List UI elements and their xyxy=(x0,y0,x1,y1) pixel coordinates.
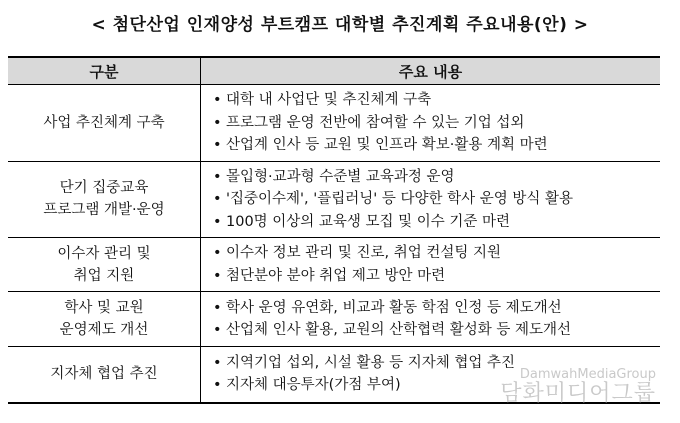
category-line: 단기 집중교육 xyxy=(59,180,149,197)
table-header-row xyxy=(8,57,660,85)
header-category: 구분 xyxy=(8,57,201,85)
table-row xyxy=(8,238,660,292)
category-cell xyxy=(8,238,201,292)
list-item: • 프로그램 운영 전반에 참여할 수 있는 기업 섭외 xyxy=(213,112,660,135)
category-line: 이수자 관리 및 xyxy=(57,245,151,262)
watermark xyxy=(500,368,656,405)
list-item: • 대학 내 사업단 및 추진체계 구축 xyxy=(213,89,660,112)
category-line: 사업 추진체계 구축 xyxy=(43,114,165,131)
category-line: 학사 및 교원 xyxy=(64,300,144,316)
category-line: 프로그램 개발·운영 xyxy=(43,202,165,219)
document-title: < 첨단산업 인재양성 부트캠프 대학별 추진계획 주요내용(안) > xyxy=(91,15,589,35)
table-row xyxy=(8,292,660,347)
category-line: 취업 지원 xyxy=(73,267,135,284)
list-item: • 산업계 인사 등 교원 및 인프라 확보·활용 계획 마련 xyxy=(213,134,660,157)
list-item: • 지역기업 섭외, 시설 활용 등 지자체 협업 추진 xyxy=(213,352,660,375)
list-item: • 몰입형·교과형 수준별 교육과정 운영 xyxy=(213,166,660,189)
category-cell xyxy=(8,161,201,238)
list-item: • 산업체 인사 활용, 교원의 산학협력 활성화 등 제도개선 xyxy=(213,319,660,342)
list-item: • 지자체 대응투자(가점 부여) xyxy=(213,374,660,397)
category-line: 지자체 협업 추진 xyxy=(50,366,158,383)
content-cell xyxy=(201,292,661,347)
category-line: 운영제도 개선 xyxy=(59,322,149,338)
list-item: • 100명 이상의 교육생 모집 및 이수 기준 마련 xyxy=(213,211,660,234)
item-list xyxy=(201,238,660,291)
category-cell xyxy=(8,85,201,162)
item-list xyxy=(201,293,660,346)
content-cell xyxy=(201,161,661,238)
item-list xyxy=(201,85,660,161)
header-content: 주요 내용 xyxy=(201,57,661,85)
list-item: • 첨단분야 분야 취업 제고 방안 마련 xyxy=(213,265,660,288)
category-cell xyxy=(8,292,201,347)
content-cell xyxy=(201,238,661,292)
list-item: • 학사 운영 유연화, 비교과 활동 학점 인정 등 제도개선 xyxy=(213,297,660,320)
list-item: • '집중이수제', '플립러닝' 등 다양한 학사 운영 방식 활용 xyxy=(213,188,660,211)
list-item: • 이수자 정보 관리 및 진로, 취업 컨설팅 지원 xyxy=(213,242,660,265)
table-row xyxy=(8,85,660,162)
watermark-korean: 담화미디어그룹 xyxy=(500,381,656,406)
category-cell xyxy=(8,347,201,403)
content-cell xyxy=(201,85,661,162)
table-row xyxy=(8,161,660,238)
item-list xyxy=(201,162,660,238)
watermark-english: DamwahMediaGroup xyxy=(519,367,656,382)
plan-table xyxy=(8,56,660,404)
